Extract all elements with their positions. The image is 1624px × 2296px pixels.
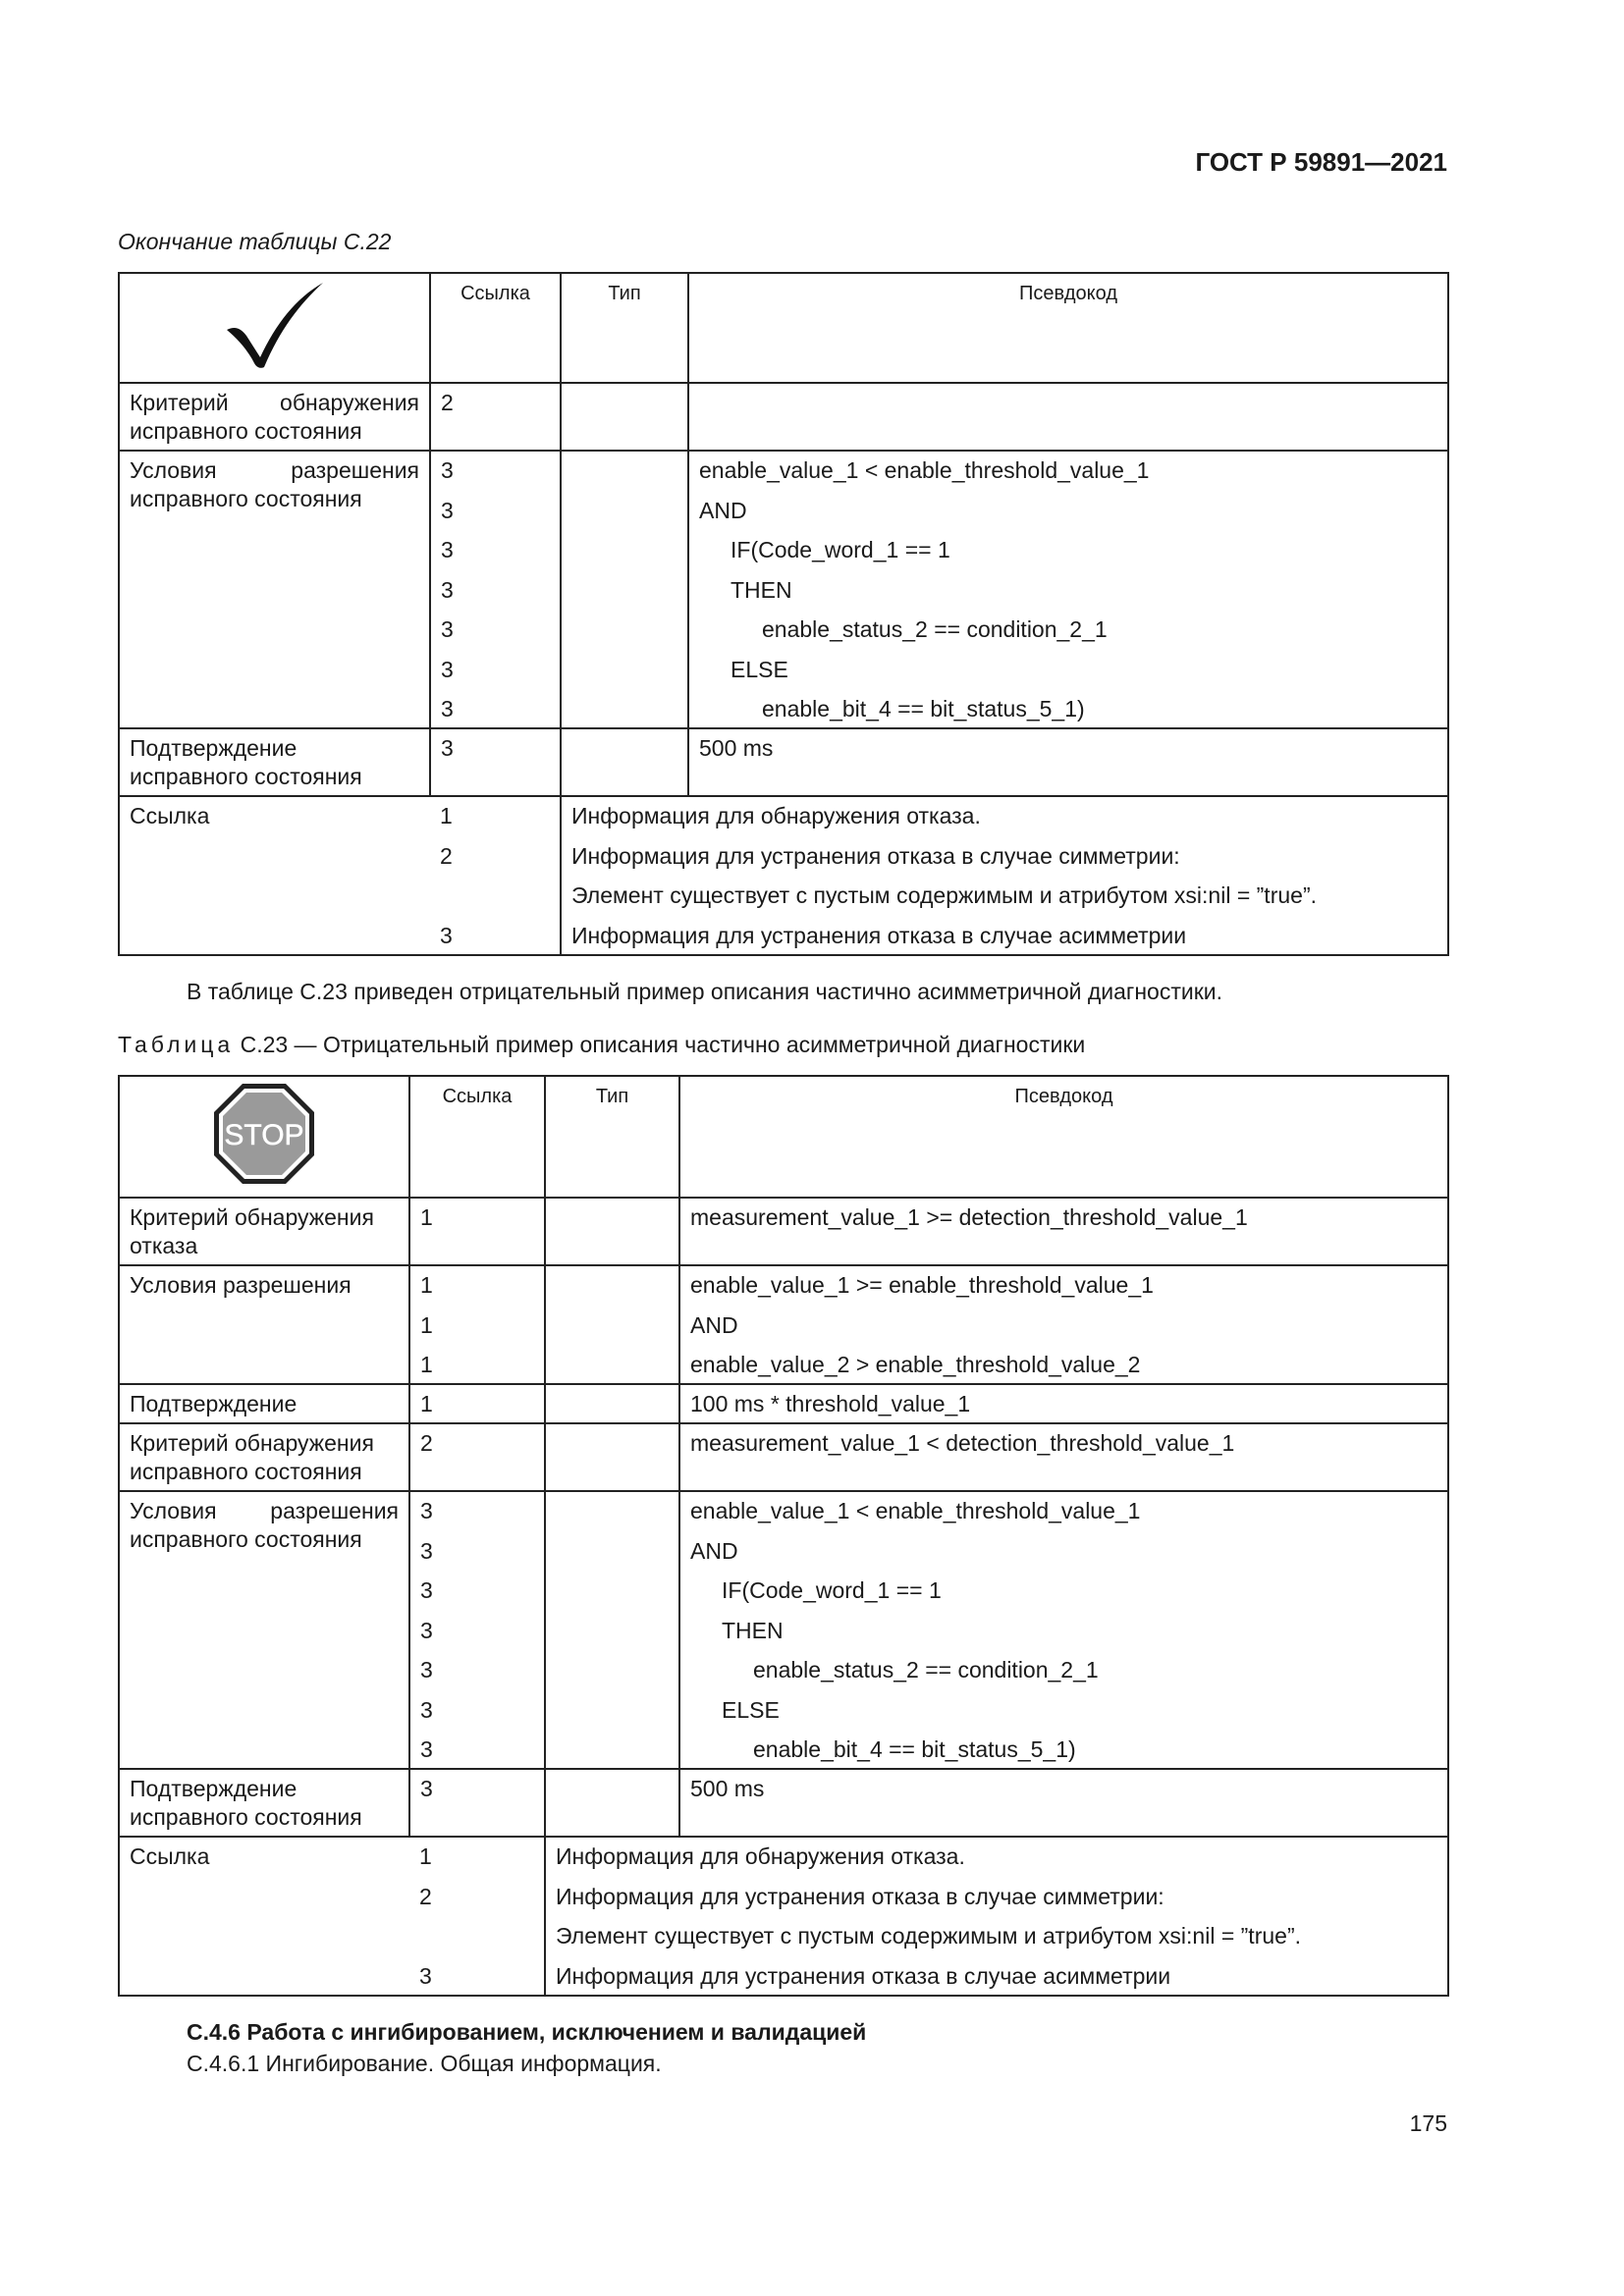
ref-text: Элемент существует с пустым содержимым и атрибутом xsi:nil = ”true”. [556, 1923, 1301, 1949]
row-code: 500 ms [679, 1769, 1448, 1837]
code-line: THEN [731, 576, 792, 603]
code-line: AND [690, 1537, 738, 1564]
stop-text: STOP [224, 1119, 304, 1151]
reference-row [119, 1837, 1448, 1996]
row-label: Условия разрешения исправного состояния [119, 1491, 409, 1769]
code-line: enable_bit_4 == bit_status_5_1) [762, 696, 1085, 721]
page-number: 175 [1409, 2110, 1447, 2136]
table-row [119, 1423, 1448, 1491]
row-label: Подтверждение исправного состояния [119, 728, 430, 796]
row-ref: 2 [430, 383, 561, 451]
row-label: Условия разрешения [119, 1265, 409, 1384]
code-line: ELSE [731, 656, 788, 682]
section-heading: С.4.6 Работа с ингибированием, исключением и валидацией [187, 2019, 867, 2045]
reference-numbers [430, 796, 561, 955]
table-header-row [119, 1076, 1448, 1198]
col-header-ref: Ссылка [409, 1076, 545, 1198]
code-line: IF(Code_word_1 == 1 [722, 1577, 942, 1603]
row-label: Критерий обнаружения исправного состояния [119, 1423, 409, 1491]
code-line: enable_status_2 == condition_2_1 [762, 616, 1108, 642]
row-label: Критерий обнаружения отказа [119, 1198, 409, 1265]
reference-numbers [409, 1837, 545, 1996]
ref-line: 1 [420, 1352, 433, 1377]
row-type [561, 728, 688, 796]
subsection-heading: С.4.6.1 Ингибирование. Общая информация. [187, 2051, 662, 2076]
ref-line: 3 [441, 457, 454, 483]
row-ref: 1 [409, 1198, 545, 1265]
caption-text: С.23 — Отрицательный пример описания частично асимметричной диагностики [234, 1032, 1086, 1057]
col-header-pseudocode: Псевдокод [679, 1076, 1448, 1198]
ref-line: 3 [420, 1498, 433, 1523]
row-type [545, 1198, 679, 1265]
table-row [119, 383, 1448, 451]
col-header-pseudocode: Псевдокод [688, 273, 1448, 383]
row-code [679, 1491, 1448, 1769]
ref-num: 2 [440, 842, 453, 869]
col-header-type: Тип [545, 1076, 679, 1198]
ref-text: Информация для обнаружения отказа. [556, 1843, 965, 1869]
row-code [679, 1265, 1448, 1384]
row-refs [409, 1491, 545, 1769]
ref-line: 3 [420, 1617, 433, 1643]
icon-cell [119, 273, 430, 383]
table2-caption [118, 1032, 1085, 1058]
ref-text: Информация для устранения отказа в случае симметрии: [571, 842, 1180, 869]
reference-label: Ссылка [119, 796, 430, 955]
table-row [119, 1491, 1448, 1769]
row-type [545, 1423, 679, 1491]
ref-text: Элемент существует с пустым содержимым и атрибутом xsi:nil = ”true”. [571, 882, 1317, 908]
checkmark-icon [221, 279, 329, 369]
row-type [545, 1491, 679, 1769]
code-line: AND [699, 497, 747, 523]
table-c22 [118, 272, 1449, 956]
ref-line: 1 [420, 1311, 433, 1338]
ref-num: 1 [440, 803, 453, 828]
stop-sign-icon [212, 1082, 316, 1186]
ref-num: 3 [419, 1962, 432, 1989]
code-line: enable_value_2 > enable_threshold_value_2 [690, 1352, 1141, 1377]
row-code [688, 383, 1448, 451]
row-code: measurement_value_1 >= detection_threshold_value_1 [679, 1198, 1448, 1265]
table-row [119, 1198, 1448, 1265]
document-code: ГОСТ Р 59891—2021 [1195, 147, 1447, 177]
row-ref: 1 [409, 1384, 545, 1423]
row-code: 500 ms [688, 728, 1448, 796]
ref-text: Информация для обнаружения отказа. [571, 803, 981, 828]
ref-line: 3 [441, 497, 454, 523]
paragraph: В таблице С.23 приведен отрицательный пример описания частично асимметричной диагностики. [187, 979, 1223, 1004]
reference-texts [545, 1837, 1448, 1996]
code-line: enable_bit_4 == bit_status_5_1) [753, 1736, 1076, 1762]
ref-line: 3 [420, 1736, 433, 1762]
row-label: Условия разрешения исправного состояния [119, 451, 430, 728]
row-label: Подтверждение исправного состояния [119, 1769, 409, 1837]
row-ref: 2 [409, 1423, 545, 1491]
table-row [119, 1265, 1448, 1384]
table-row [119, 451, 1448, 728]
ref-line: 3 [441, 696, 454, 721]
code-line: enable_value_1 >= enable_threshold_value_1 [690, 1272, 1154, 1298]
table1-caption: Окончание таблицы С.22 [118, 229, 392, 254]
ref-num [419, 1922, 534, 1962]
table-row [119, 728, 1448, 796]
row-refs [409, 1265, 545, 1384]
table-row [119, 1769, 1448, 1837]
ref-line: 3 [441, 656, 454, 682]
table-row [119, 1384, 1448, 1423]
ref-line: 1 [420, 1272, 433, 1298]
ref-line: 3 [420, 1696, 433, 1723]
row-label: Подтверждение [119, 1384, 409, 1423]
reference-texts [561, 796, 1448, 955]
col-header-ref: Ссылка [430, 273, 561, 383]
ref-num: 3 [440, 922, 453, 948]
code-line: ELSE [722, 1696, 780, 1723]
reference-row [119, 796, 1448, 955]
code-line: THEN [722, 1617, 784, 1643]
code-line: enable_value_1 < enable_threshold_value_1 [699, 457, 1150, 483]
table-c23 [118, 1075, 1449, 1997]
row-ref: 3 [409, 1769, 545, 1837]
ref-num: 1 [419, 1843, 432, 1869]
row-code: 100 ms * threshold_value_1 [679, 1384, 1448, 1423]
code-line: enable_value_1 < enable_threshold_value_1 [690, 1498, 1141, 1523]
icon-cell [119, 1076, 409, 1198]
ref-text: Информация для устранения отказа в случае асимметрии [556, 1962, 1171, 1989]
code-line: enable_status_2 == condition_2_1 [753, 1657, 1099, 1682]
ref-line: 3 [420, 1537, 433, 1564]
ref-line: 3 [420, 1577, 433, 1603]
row-type [561, 451, 688, 728]
row-label: Критерий обнаружения исправного состояния [119, 383, 430, 451]
row-type [545, 1769, 679, 1837]
row-type [561, 383, 688, 451]
row-ref: 3 [430, 728, 561, 796]
code-line: AND [690, 1311, 738, 1338]
table-header-row [119, 273, 1448, 383]
ref-num: 2 [419, 1883, 432, 1909]
ref-text: Информация для устранения отказа в случае симметрии: [556, 1883, 1164, 1909]
row-code [688, 451, 1448, 728]
caption-prefix: Таблица [118, 1032, 235, 1057]
ref-line: 3 [420, 1657, 433, 1682]
code-line: IF(Code_word_1 == 1 [731, 537, 950, 562]
ref-line: 3 [441, 537, 454, 562]
row-type [545, 1265, 679, 1384]
ref-line: 3 [441, 616, 454, 642]
reference-label: Ссылка [119, 1837, 409, 1996]
row-refs [430, 451, 561, 728]
ref-line: 3 [441, 576, 454, 603]
ref-text: Информация для устранения отказа в случае асимметрии [571, 922, 1187, 948]
ref-num [440, 881, 550, 922]
row-code: measurement_value_1 < detection_threshold_value_1 [679, 1423, 1448, 1491]
row-type [545, 1384, 679, 1423]
col-header-type: Тип [561, 273, 688, 383]
